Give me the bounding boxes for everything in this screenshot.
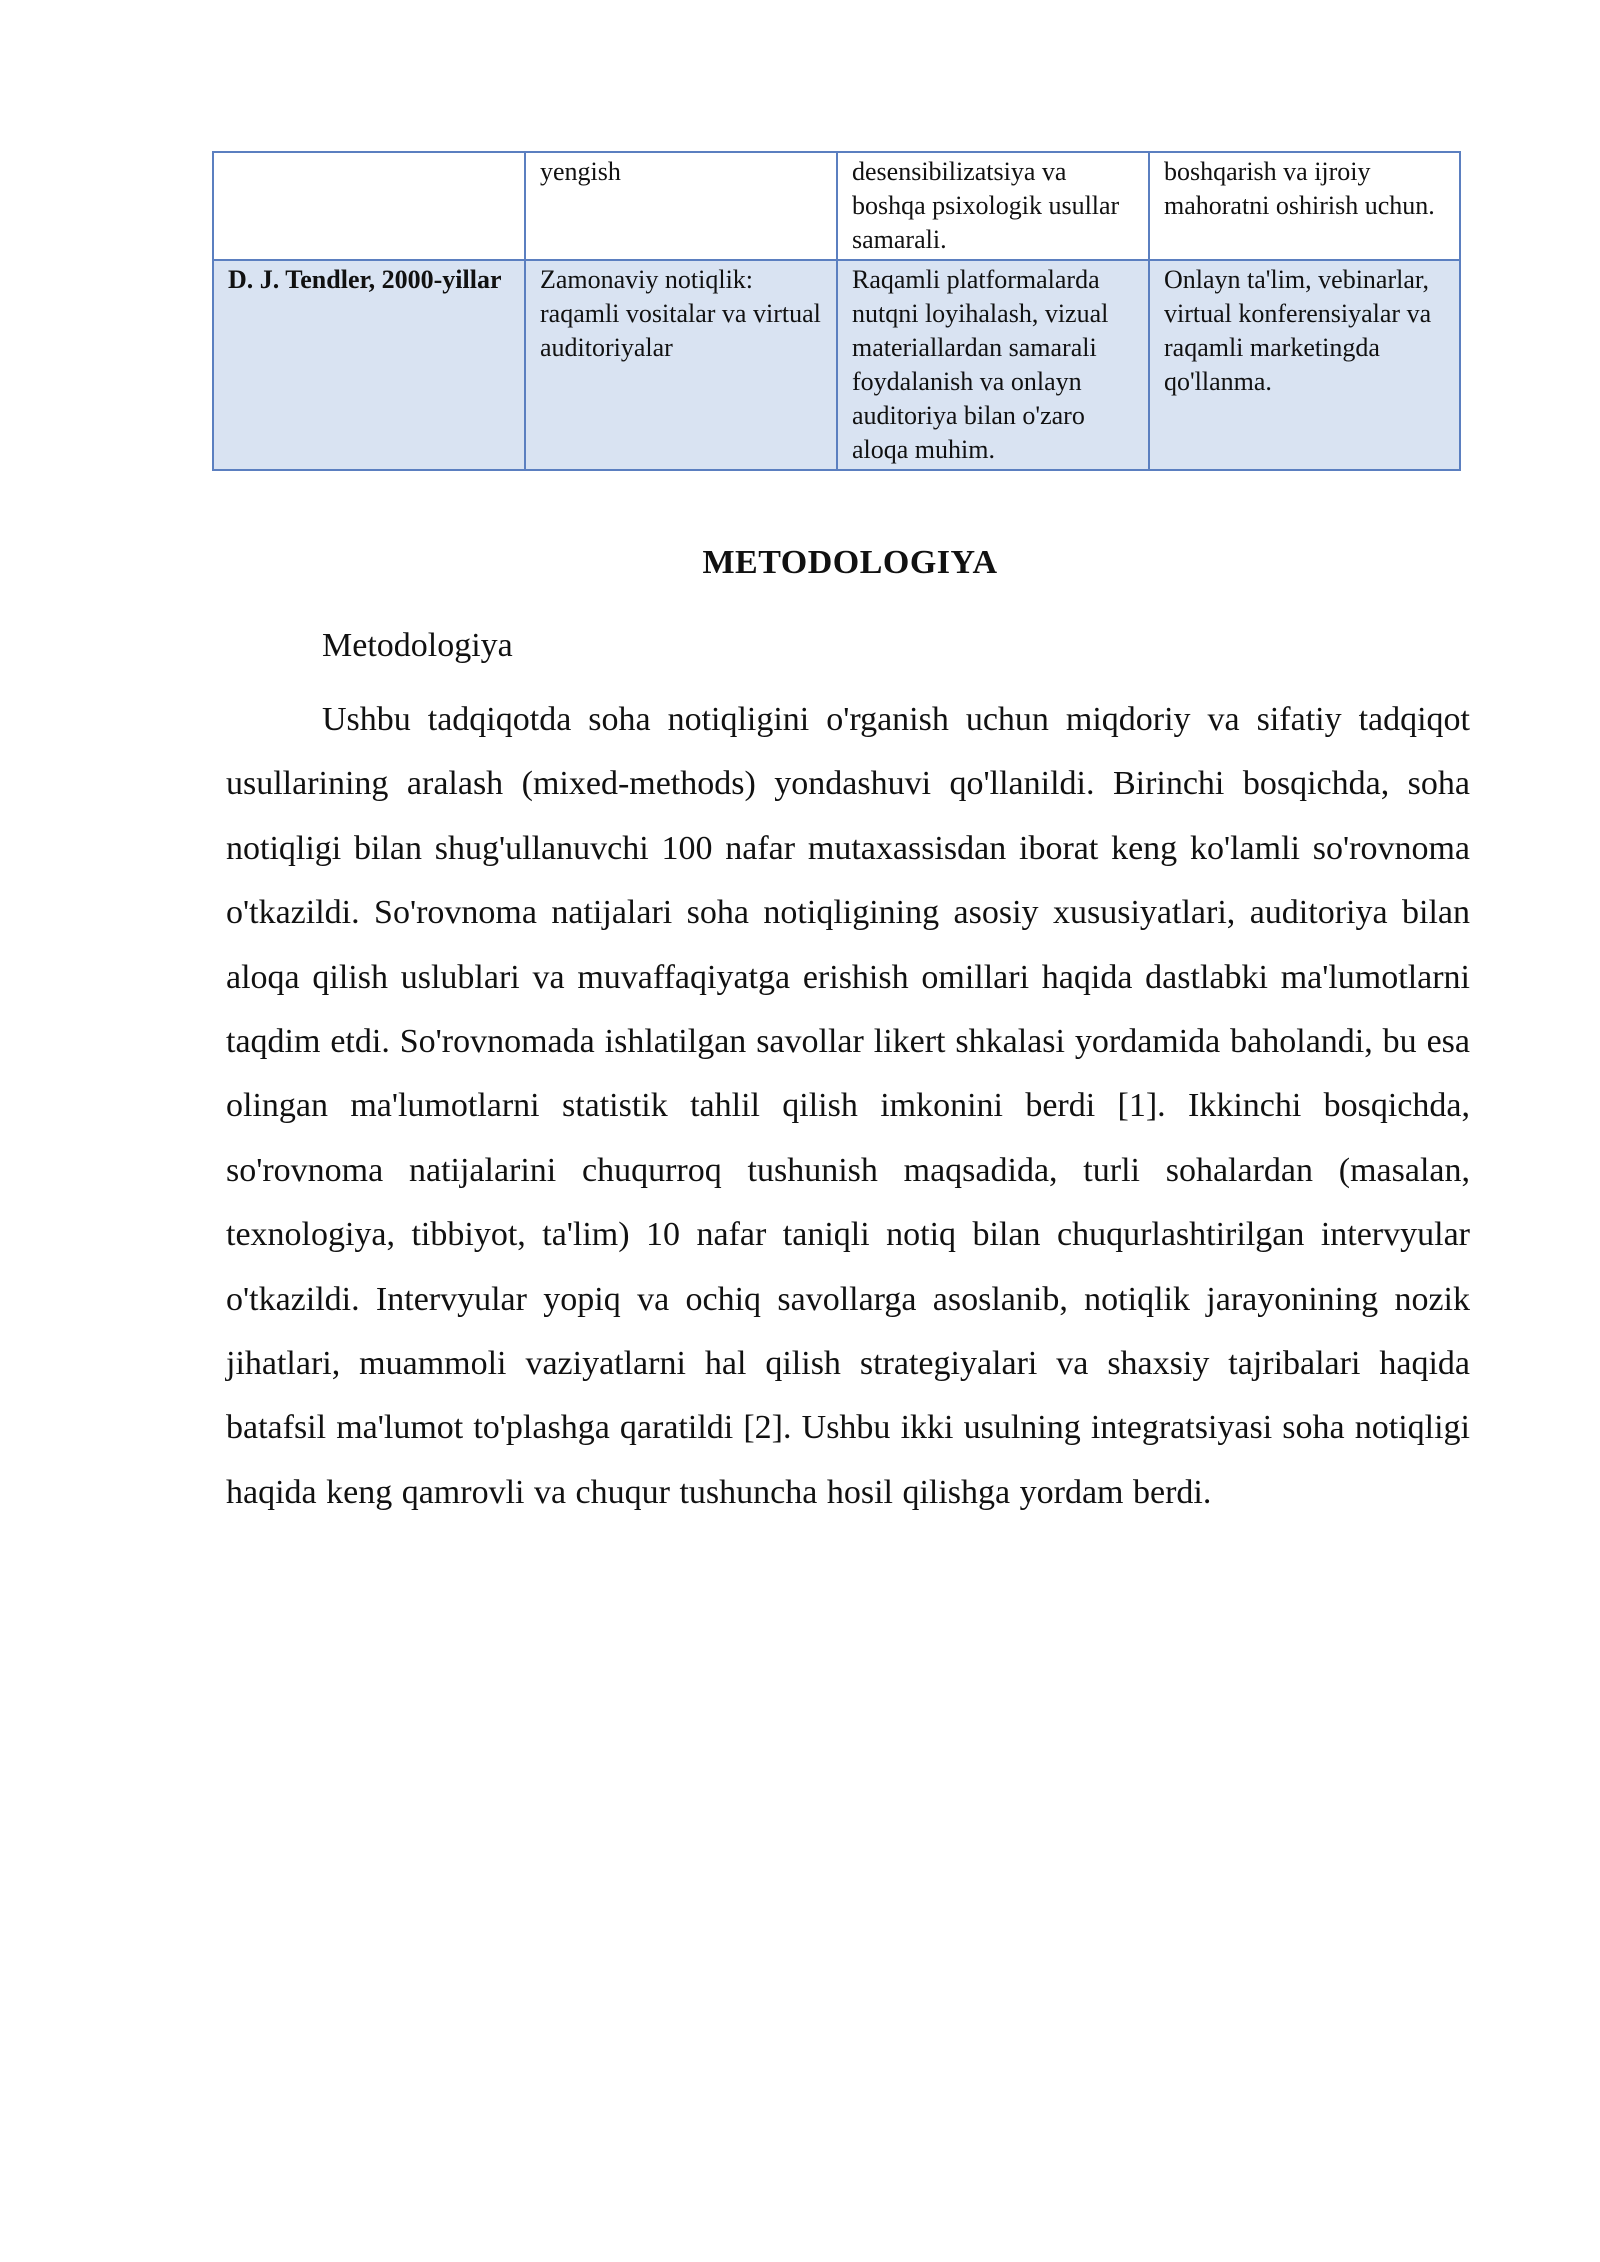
table-cell: Zamonaviy notiqlik: raqamli vositalar va virtual auditoriyalar bbox=[525, 260, 837, 470]
table-cell: Onlayn ta'lim, vebinarlar, virtual konferensiyalar va raqamli marketingda qo'llanma. bbox=[1149, 260, 1460, 470]
table-cell: yengish bbox=[525, 152, 837, 260]
comparison-table-continued bbox=[212, 151, 1461, 471]
table-cell: desensibilizatsiya va boshqa psixologik usullar samarali. bbox=[837, 152, 1149, 260]
body-paragraph: Ushbu tadqiqotda soha notiqligini o'rganish uchun miqdoriy va sifatiy tadqiqot usullarining aralash (mixed-methods) yondashuvi qo'llanildi. Birinchi bosqichda, soha notiqligi bilan shug'ullanuvchi 100 nafar mutaxassisdan iborat keng ko'lamli so'rovnoma o'tkazildi. So'rovnoma natijalari soha notiqligining asosiy xususiyatlari, auditoriya bilan aloqa qilish uslublari va muvaffaqiyatga erishish omillari haqida dastlabki ma'lumotlarni taqdim etdi. So'rovnomada ishlatilgan savollar likert shkalasi yordamida baholandi, bu esa olingan ma'lumotlarni statistik tahlil qilish imkonini berdi [1]. Ikkinchi bosqichda, so'rovnoma natijalarini chuqurroq tushunish maqsadida, turli sohalardan (masalan, texnologiya, tibbiyot, ta'lim) 10 nafar taniqli notiq bilan chuqurlashtirilgan intervyular o'tkazildi. Intervyular yopiq va ochiq savollarga asoslanib, notiqlik jarayonining nozik jihatlari, muammoli vaziyatlarni hal qilish strategiyalari va shaxsiy tajribalari haqida batafsil ma'lumot to'plashga qaratildi [2]. Ushbu ikki usulning integratsiyasi soha notiqligi haqida keng qamrovli va chuqur tushuncha hosil qilishga yordam berdi. bbox=[226, 701, 1470, 1511]
section-title: METODOLOGIYA bbox=[702, 544, 998, 581]
table-cell: boshqarish va ijroiy mahoratni oshirish uchun. bbox=[1149, 152, 1460, 260]
table-cell bbox=[213, 152, 525, 260]
table-row bbox=[213, 152, 1460, 260]
table-row bbox=[213, 260, 1460, 470]
table-cell: Raqamli platformalarda nutqni loyihalash, vizual materiallardan samarali foydalanish va onlayn auditoriya bilan o'zaro aloqa muhim. bbox=[837, 260, 1149, 470]
table-cell-author: D. J. Tendler, 2000-yillar bbox=[213, 260, 525, 470]
section-subheading: Metodologiya bbox=[322, 627, 513, 664]
